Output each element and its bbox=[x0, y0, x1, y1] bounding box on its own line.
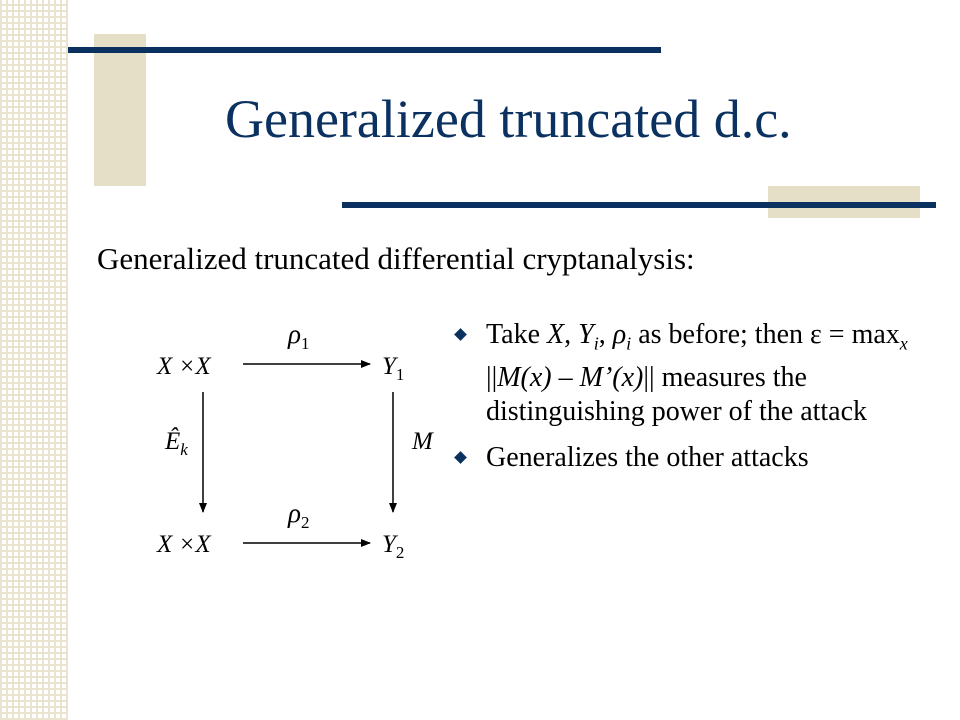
math-subscript: i bbox=[626, 333, 632, 354]
math-epsilon: ε bbox=[810, 319, 822, 350]
slide-subtitle: Generalized truncated differential cryptanalysis: bbox=[97, 241, 695, 276]
bullet-text: = max bbox=[821, 319, 900, 350]
bullet-text: || measures the distinguishing power of the attack bbox=[486, 361, 868, 427]
node-top-right: $Y_1$ bbox=[382, 353, 405, 384]
label-rho1: $\rho_1$ bbox=[288, 319, 310, 353]
node-bottom-left: X ×X bbox=[157, 531, 211, 558]
bullet-text: || bbox=[486, 361, 498, 393]
bullet-item-1 bbox=[450, 318, 930, 429]
bullet-text: , bbox=[564, 319, 579, 350]
bullet-text: Take bbox=[486, 319, 548, 350]
bullet-text: Generalizes the other attacks bbox=[486, 441, 809, 473]
node-top-left: X ×X bbox=[157, 353, 211, 380]
math-rho: ρ bbox=[612, 319, 627, 350]
slide-title: Generalized truncated d.c. bbox=[225, 89, 792, 149]
math-m-prime-of-x: M’(x) bbox=[579, 361, 644, 393]
bullet-text: – bbox=[551, 361, 580, 393]
label-m: M bbox=[412, 428, 433, 455]
diamond-bullet-icon bbox=[454, 328, 467, 341]
bullet-list bbox=[450, 318, 930, 487]
label-ek: $Ê_k$ bbox=[165, 428, 188, 459]
bullet-item-2 bbox=[450, 441, 930, 475]
math-m-of-x: M(x) bbox=[497, 361, 552, 393]
bullet-text: , bbox=[598, 319, 613, 350]
node-bottom-right: $Y_2$ bbox=[382, 531, 405, 562]
label-rho2: $\rho_2$ bbox=[288, 498, 310, 532]
math-y: Y bbox=[578, 319, 594, 350]
math-subscript: x bbox=[899, 333, 908, 354]
math-x: X bbox=[547, 319, 565, 350]
bullet-text: as before; then bbox=[631, 319, 811, 350]
math-subscript: i bbox=[593, 333, 599, 354]
diamond-bullet-icon bbox=[454, 451, 467, 464]
